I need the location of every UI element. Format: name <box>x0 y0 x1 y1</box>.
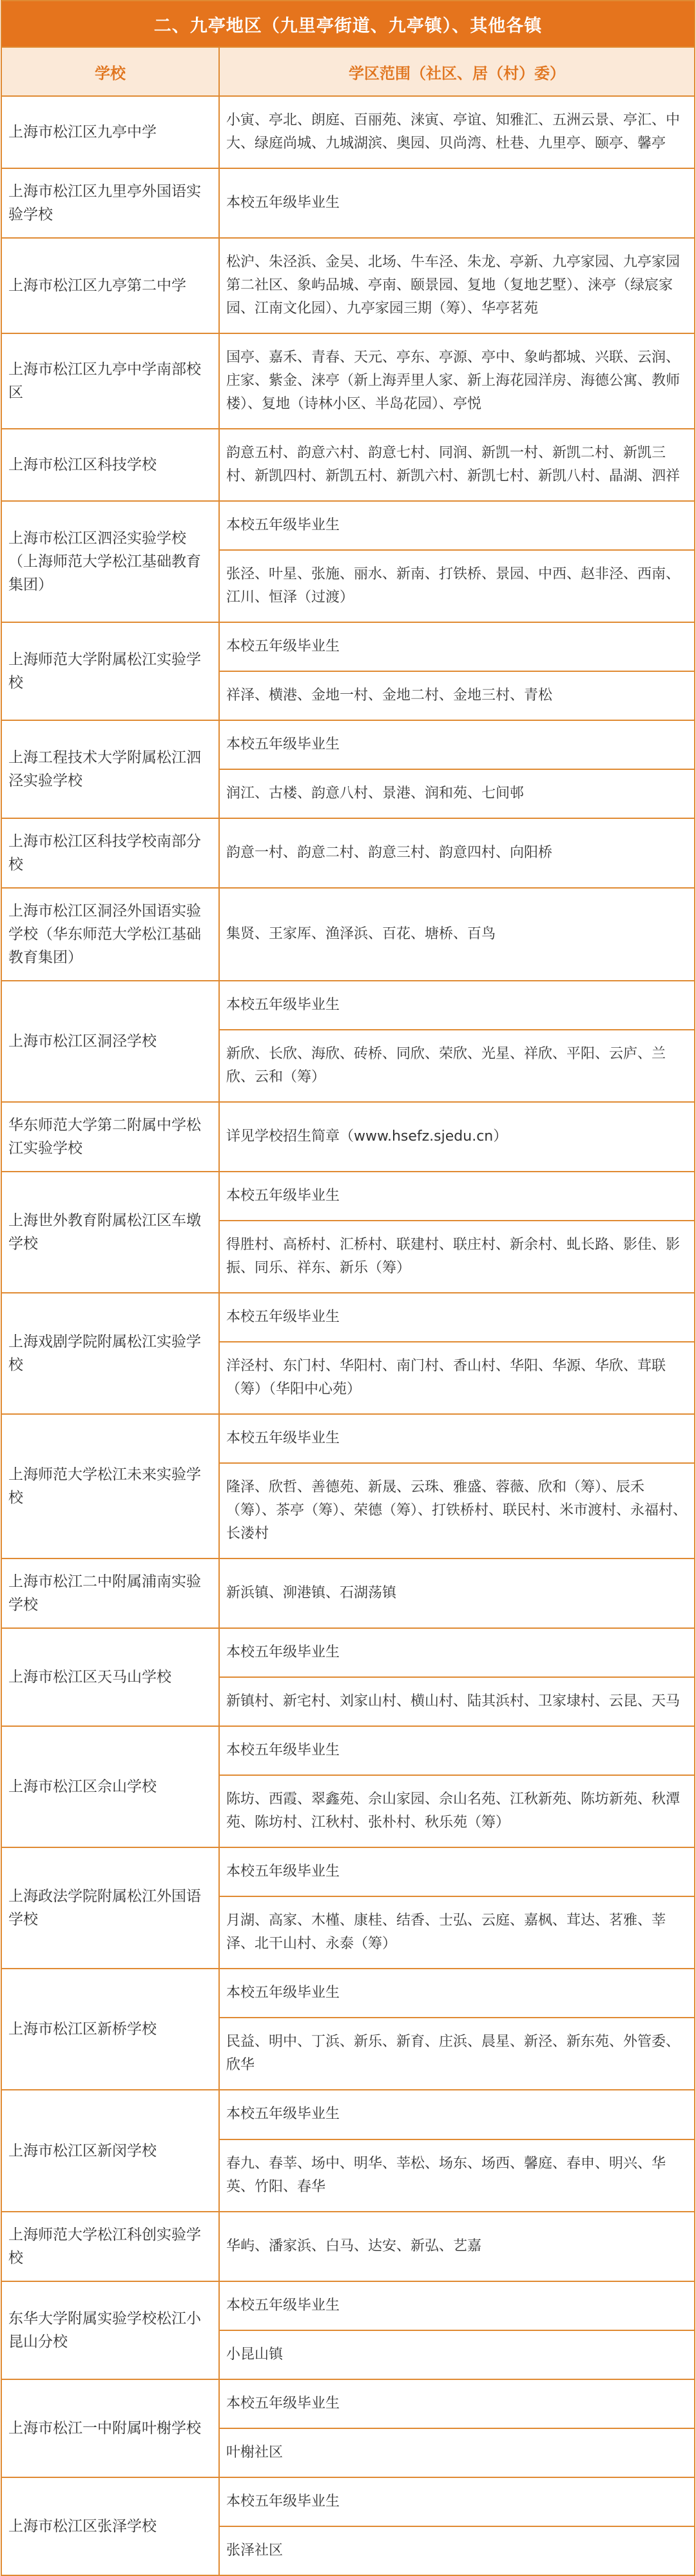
district-range: 本校五年级毕业生 <box>219 1293 695 1342</box>
district-range: 本校五年级毕业生 <box>219 1628 695 1677</box>
table-row <box>1 1293 695 1342</box>
district-range: 华屿、潘家浜、白马、达安、新弘、艺嘉 <box>219 2212 695 2281</box>
school-name: 上海市松江区张泽学校 <box>1 2477 219 2575</box>
school-name: 华东师范大学第二附属中学松江实验学校 <box>1 1102 219 1172</box>
school-name: 上海市松江区九里亭外国语实验学校 <box>1 168 219 238</box>
district-range: 韵意五村、韵意六村、韵意七村、同润、新凯一村、新凯二村、新凯三村、新凯四村、新凯五村、新凯六村、新凯七村、新凯八村、晶湖、泗祥 <box>219 429 695 501</box>
school-name: 上海市松江区九亭第二中学 <box>1 238 219 333</box>
school-name: 上海市松江区天马山学校 <box>1 1628 219 1726</box>
district-range: 集贤、王家厍、渔泽浜、百花、塘桥、百鸟 <box>219 888 695 981</box>
school-name: 上海市松江二中附属浦南实验学校 <box>1 1558 219 1628</box>
school-name: 上海师范大学松江科创实验学校 <box>1 2212 219 2281</box>
table-row <box>1 720 695 769</box>
district-range: 月湖、高家、木槿、康桂、结香、士弘、云庭、嘉枫、茸达、茗雅、莘泽、北干山村、永泰（筹） <box>219 1896 695 1969</box>
district-range: 洋泾村、东门村、华阳村、南门村、香山村、华阳、华源、华欣、茸联（筹）（华阳中心苑） <box>219 1342 695 1414</box>
school-name: 上海师范大学松江未来实验学校 <box>1 1414 219 1558</box>
school-name: 上海师范大学附属松江实验学校 <box>1 622 219 720</box>
school-name: 上海市松江区洞泾外国语实验学校（华东师范大学松江基础教育集团） <box>1 888 219 981</box>
section-banner: 二、九亭地区（九里亭街道、九亭镇）、其他各镇 <box>1 1 695 47</box>
school-name: 上海市松江区洞泾学校 <box>1 981 219 1102</box>
school-name: 上海市松江区泗泾实验学校（上海师范大学松江基础教育集团） <box>1 501 219 622</box>
district-range: 本校五年级毕业生 <box>219 168 695 238</box>
district-range: 详见学校招生简章（www.hsefz.sjedu.cn） <box>219 1102 695 1172</box>
district-range: 本校五年级毕业生 <box>219 2281 695 2330</box>
school-name: 上海戏剧学院附属松江实验学校 <box>1 1293 219 1414</box>
district-range: 小寅、亭北、朗庭、百丽苑、涞寅、亭谊、知雅汇、五洲云景、亭汇、中大、绿庭尚城、九城湖滨、奥园、贝尚湾、杜巷、九里亭、颐亭、馨亭 <box>219 96 695 168</box>
district-range: 本校五年级毕业生 <box>219 501 695 550</box>
school-name: 上海市松江区九亭中学 <box>1 96 219 168</box>
district-range: 本校五年级毕业生 <box>219 1172 695 1221</box>
school-name: 上海工程技术大学附属松江泗泾实验学校 <box>1 720 219 818</box>
district-range: 韵意一村、韵意二村、韵意三村、韵意四村、向阳桥 <box>219 818 695 888</box>
district-range: 祥泽、横港、金地一村、金地二村、金地三村、青松 <box>219 671 695 720</box>
district-range: 陈坊、西霞、翠鑫苑、佘山家园、佘山名苑、江秋新苑、陈坊新苑、秋潭苑、陈坊村、江秋村、张朴村、秋乐苑（筹） <box>219 1775 695 1847</box>
district-range: 春九、春莘、场中、明华、莘松、场东、场西、馨庭、春申、明兴、华英、竹阳、春华 <box>219 2139 695 2212</box>
table-row <box>1 1726 695 1775</box>
district-range: 本校五年级毕业生 <box>219 2090 695 2139</box>
school-name: 上海市松江区科技学校南部分校 <box>1 818 219 888</box>
table-row <box>1 1969 695 2018</box>
district-range: 本校五年级毕业生 <box>219 1969 695 2018</box>
table-row <box>1 168 695 238</box>
table-row <box>1 429 695 501</box>
district-range: 隆泽、欣哲、善德苑、新晟、云珠、雅盛、蓉薇、欣和（筹）、辰禾（筹）、茶亭（筹）、荣德（筹）、打铁桥村、联民村、米市渡村、永福村、长溇村 <box>219 1463 695 1558</box>
district-range: 新欣、长欣、海欣、砖桥、同欣、荣欣、光星、祥欣、平阳、云庐、兰欣、云和（筹） <box>219 1030 695 1102</box>
district-range: 叶榭社区 <box>219 2428 695 2477</box>
table-row <box>1 888 695 981</box>
district-range: 本校五年级毕业生 <box>219 1847 695 1896</box>
district-range: 本校五年级毕业生 <box>219 2379 695 2428</box>
table-row <box>1 96 695 168</box>
district-range: 本校五年级毕业生 <box>219 2477 695 2526</box>
table-row <box>1 333 695 429</box>
school-name: 上海市松江一中附属叶榭学校 <box>1 2379 219 2477</box>
district-range: 得胜村、高桥村、汇桥村、联建村、联庄村、新余村、虬长路、影佳、影振、同乐、祥东、新乐（筹） <box>219 1221 695 1293</box>
district-range: 本校五年级毕业生 <box>219 720 695 769</box>
school-name: 东华大学附属实验学校松江小昆山分校 <box>1 2281 219 2379</box>
header-range: 学区范围（社区、居（村）委） <box>219 47 695 96</box>
table-header-row <box>1 47 695 96</box>
district-range: 国亭、嘉禾、青春、天元、亭东、亭源、亭中、象屿都城、兴联、云润、庄家、紫金、涞亭（新上海弄里人家、新上海花园洋房、海德公寓、教师楼）、复地（诗林小区、半岛花园）、亭悦 <box>219 333 695 429</box>
school-name: 上海市松江区新闵学校 <box>1 2090 219 2211</box>
district-range: 本校五年级毕业生 <box>219 622 695 671</box>
table-row <box>1 2379 695 2428</box>
table-row <box>1 2477 695 2526</box>
district-range: 小昆山镇 <box>219 2330 695 2379</box>
district-range: 民益、明中、丁浜、新乐、新育、庄浜、晨星、新泾、新东苑、外管委、欣华 <box>219 2018 695 2090</box>
district-range: 新镇村、新宅村、刘家山村、横山村、陆其浜村、卫家埭村、云昆、天马 <box>219 1677 695 1726</box>
table-row <box>1 1172 695 1221</box>
table-row <box>1 1414 695 1463</box>
table-row <box>1 1102 695 1172</box>
table-row <box>1 238 695 333</box>
table-row <box>1 1847 695 1896</box>
table-row <box>1 1628 695 1677</box>
district-range: 松沪、朱泾浜、金吴、北场、牛车泾、朱龙、亭新、九亭家园、九亭家园第二社区、象屿品城、亭南、颐景园、复地（复地艺墅）、涞亭（绿宸家园、江南文化园）、九亭家园三期（筹）、华亭茗苑 <box>219 238 695 333</box>
table-row <box>1 2281 695 2330</box>
table-row <box>1 981 695 1030</box>
table-row <box>1 501 695 550</box>
district-range: 本校五年级毕业生 <box>219 981 695 1030</box>
district-range: 本校五年级毕业生 <box>219 1726 695 1775</box>
district-range: 新浜镇、泖港镇、石湖荡镇 <box>219 1558 695 1628</box>
school-name: 上海市松江区九亭中学南部校区 <box>1 333 219 429</box>
table-row <box>1 818 695 888</box>
table-row <box>1 2212 695 2281</box>
school-name: 上海市松江区佘山学校 <box>1 1726 219 1847</box>
school-name: 上海市松江区新桥学校 <box>1 1969 219 2090</box>
table-row <box>1 622 695 671</box>
district-range: 润江、古楼、韵意八村、景港、润和苑、七间邨 <box>219 769 695 818</box>
district-range: 张泾、叶星、张施、丽水、新南、打铁桥、景园、中西、赵非泾、西南、江川、恒泽（过渡） <box>219 550 695 622</box>
district-range: 本校五年级毕业生 <box>219 1414 695 1463</box>
school-name: 上海市松江区科技学校 <box>1 429 219 501</box>
admission-table <box>1 0 695 2576</box>
table-row <box>1 2090 695 2139</box>
header-school: 学校 <box>1 47 219 96</box>
table-row <box>1 1558 695 1628</box>
school-name: 上海政法学院附属松江外国语学校 <box>1 1847 219 1969</box>
district-range: 张泽社区 <box>219 2526 695 2575</box>
school-name: 上海世外教育附属松江区车墩学校 <box>1 1172 219 1293</box>
